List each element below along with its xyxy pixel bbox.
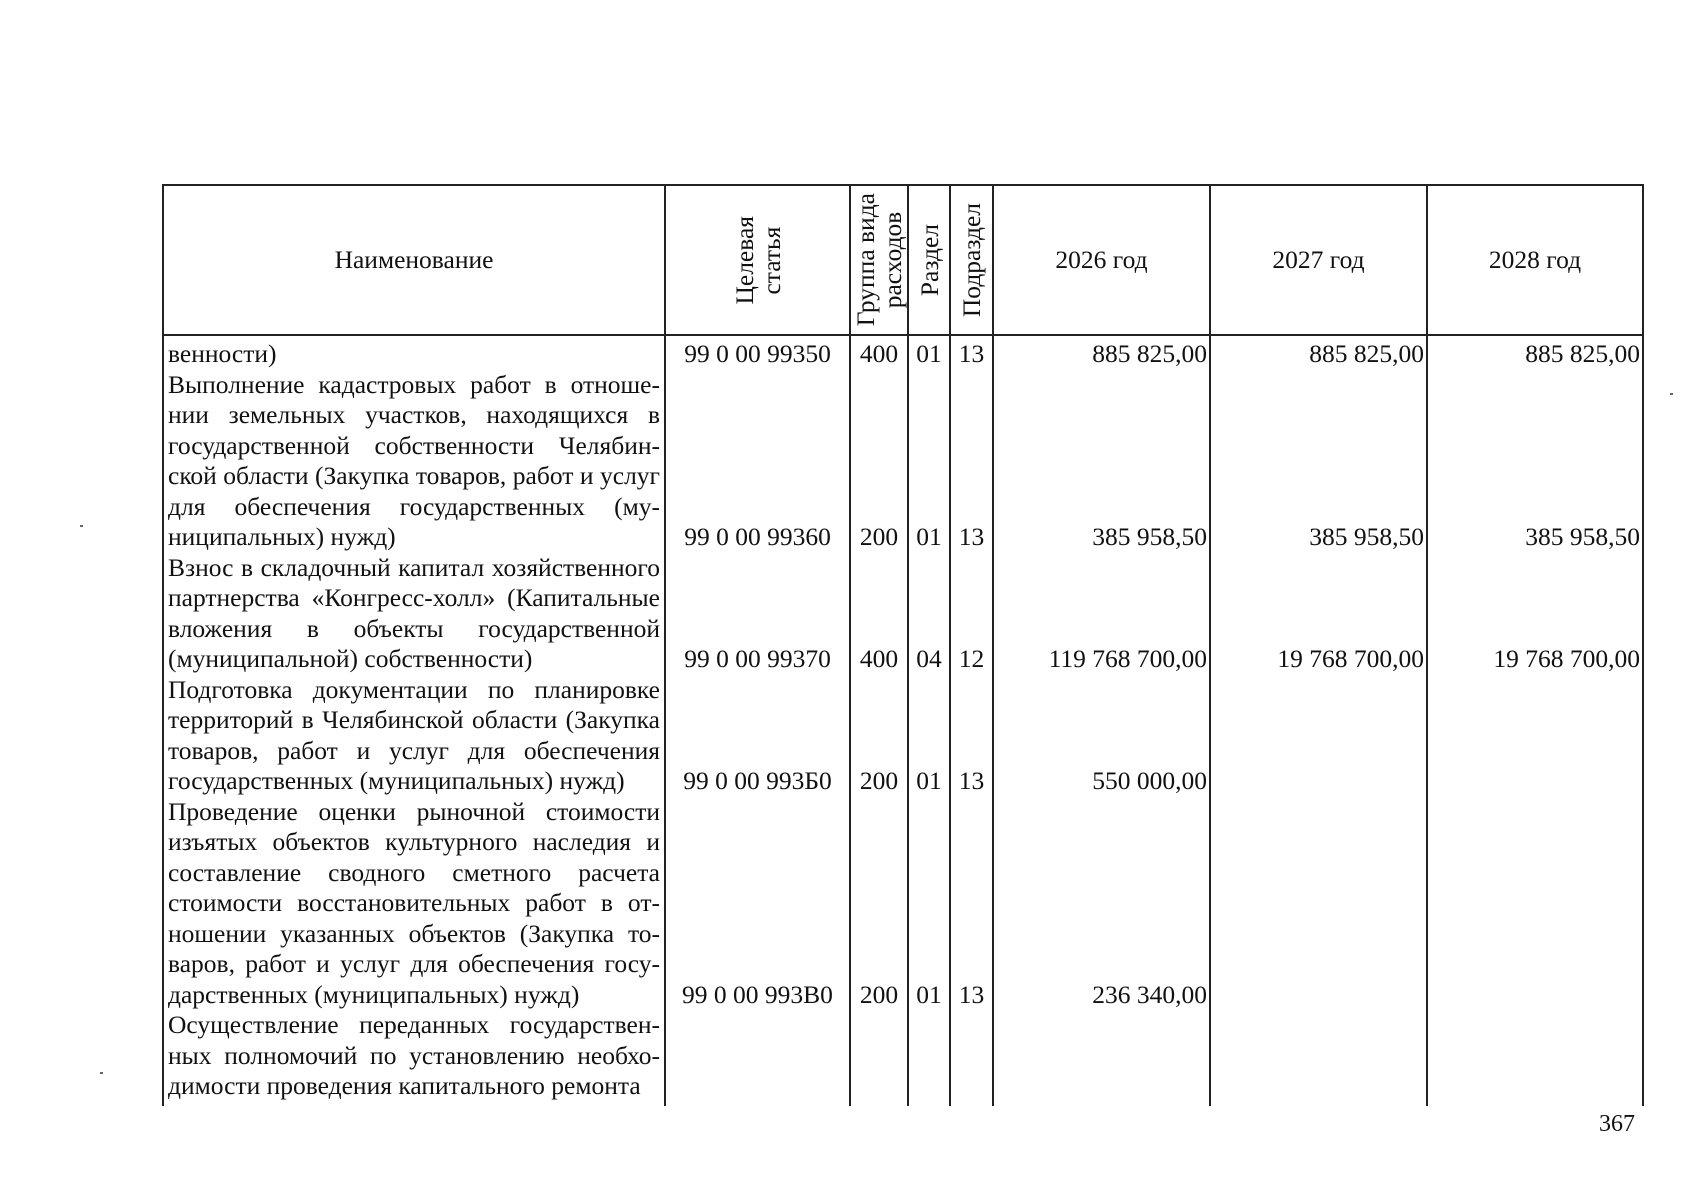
budget-table	[162, 184, 1644, 1106]
row-amount-2026: 236 340,00	[993, 797, 1210, 1011]
row-amount-2027: 19 768 700,00	[1210, 553, 1427, 675]
row-name: венности)	[163, 335, 665, 370]
table-row	[163, 797, 1643, 1011]
header-year-2028: 2028 год	[1427, 185, 1643, 335]
row-subsection: 13	[950, 797, 993, 1011]
row-target-article: 99 0 00 99350	[665, 335, 850, 370]
header-subsection: Подраздел	[950, 185, 993, 335]
row-amount-2026: 550 000,00	[993, 675, 1210, 797]
row-expense-group: 400	[850, 553, 908, 675]
row-section	[908, 1010, 950, 1106]
row-subsection: 13	[950, 335, 993, 370]
row-target-article	[665, 1010, 850, 1106]
row-name: Проведение оценки рыночной стоимости изъятых объектов культурного наследия и составление сводного сметного расчета стоимости восстановительных работ в отношении указанных объектов (Закупка товаров, работ и услуг для обеспечения государственных (муниципальных) нужд)	[163, 797, 665, 1011]
margin-speck	[1670, 393, 1673, 395]
row-amount-2028: 385 958,50	[1427, 370, 1643, 553]
row-amount-2026: 885 825,00	[993, 335, 1210, 370]
row-amount-2028: 19 768 700,00	[1427, 553, 1643, 675]
row-name: Осуществление переданных государственных полномочий по установлению необходимости проведения капитального ремонта	[163, 1010, 665, 1106]
row-amount-2027: 885 825,00	[1210, 335, 1427, 370]
row-amount-2028: 885 825,00	[1427, 335, 1643, 370]
row-amount-2028	[1427, 797, 1643, 1011]
row-amount-2026: 119 768 700,00	[993, 553, 1210, 675]
row-target-article: 99 0 00 99360	[665, 370, 850, 553]
row-amount-2026	[993, 1010, 1210, 1106]
row-subsection	[950, 1010, 993, 1106]
row-target-article: 99 0 00 993Б0	[665, 675, 850, 797]
margin-speck	[80, 525, 83, 527]
row-subsection: 13	[950, 675, 993, 797]
table-row	[163, 1010, 1643, 1106]
row-name: Подготовка документации по планировке территорий в Челябинской области (Закупка товаров, работ и услуг для обеспечения государственных (муниципальных) нужд)	[163, 675, 665, 797]
row-expense-group: 200	[850, 797, 908, 1011]
row-section: 04	[908, 553, 950, 675]
row-target-article: 99 0 00 993В0	[665, 797, 850, 1011]
table-row	[163, 335, 1643, 370]
row-section: 01	[908, 370, 950, 553]
row-amount-2027	[1210, 797, 1427, 1011]
header-year-2027: 2027 год	[1210, 185, 1427, 335]
header-name: Наименование	[163, 185, 665, 335]
margin-speck	[100, 1072, 103, 1074]
row-section: 01	[908, 675, 950, 797]
row-expense-group	[850, 1010, 908, 1106]
row-section: 01	[908, 335, 950, 370]
table-row	[163, 370, 1643, 553]
table-header-row	[163, 185, 1643, 335]
table-row	[163, 675, 1643, 797]
row-expense-group: 400	[850, 335, 908, 370]
row-subsection: 13	[950, 370, 993, 553]
row-subsection: 12	[950, 553, 993, 675]
header-section: Раздел	[908, 185, 950, 335]
row-section: 01	[908, 797, 950, 1011]
page-number: 367	[1599, 1111, 1635, 1137]
row-expense-group: 200	[850, 675, 908, 797]
row-target-article: 99 0 00 99370	[665, 553, 850, 675]
header-year-2026: 2026 год	[993, 185, 1210, 335]
row-amount-2027	[1210, 675, 1427, 797]
header-expense-group: Группа вида расходов	[850, 185, 908, 335]
row-expense-group: 200	[850, 370, 908, 553]
row-amount-2028	[1427, 675, 1643, 797]
row-amount-2026: 385 958,50	[993, 370, 1210, 553]
table-row	[163, 553, 1643, 675]
row-amount-2027: 385 958,50	[1210, 370, 1427, 553]
row-amount-2028	[1427, 1010, 1643, 1106]
row-amount-2027	[1210, 1010, 1427, 1106]
row-name: Выполнение кадастровых работ в отношении земельных участков, находящихся в государственной собственности Челябинской области (Закупка товаров, работ и услуг для обеспечения государственных (муниципальных) нужд)	[163, 370, 665, 553]
header-target-article: Целевая статья	[665, 185, 850, 335]
row-name: Взнос в складочный капитал хозяйственного партнерства «Конгресс-холл» (Капитальные вложения в объекты государственной (муниципальной) собственности)	[163, 553, 665, 675]
